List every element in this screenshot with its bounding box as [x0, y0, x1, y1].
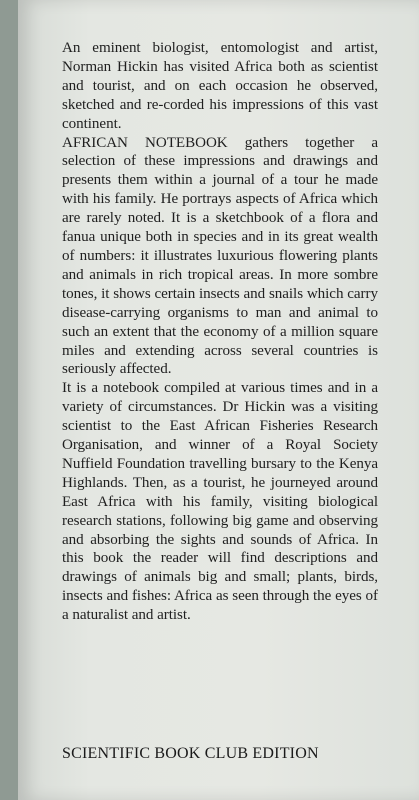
description-paragraph-1: An eminent biologist, entomologist and artist, Norman Hickin has visited Africa both as scientist and tourist, and on each occasion he observed, sketched and re-corded his impressions of this vast continent.: [62, 40, 378, 132]
description-paragraph-2: AFRICAN NOTEBOOK gathers together a selection of these impressions and drawings and presents them within a journal of a tour he made with his family. He portrays aspects of Africa which are rarely noted. It is a sketchbook of a flora and fanua unique both in species and in its great wealth of numbers: it illustrates luxurious flowering plants and animals in rich tropical areas. In more sombre tones, it shows certain insects and snails which carry disease-carrying organisms to man and animal to such an extent that the economy of a million square miles and extending across several countries is seriously affected.: [62, 134, 378, 378]
description-paragraph-3: It is a notebook compiled at various times and in a variety of circumstances. Dr Hickin was a visiting scientist to the East African Fisheries Research Organisation, and winner of a Royal Society Nuffield Foundation travelling bursary to the Kenya Highlands. Then, as a tourist, he journeyed around East Africa with his family, visiting biological research stations, following big game and observing and absorbing the sights and sounds of Africa. In this book the reader will find descriptions and drawings of animals big and small; plants, birds, insects and fishes: Africa as seen through the eyes of a naturalist and artist.: [62, 380, 378, 624]
book-description: [62, 39, 378, 625]
edition-label: SCIENTIFIC BOOK CLUB EDITION: [62, 745, 319, 762]
book-flap-page: [18, 0, 419, 800]
